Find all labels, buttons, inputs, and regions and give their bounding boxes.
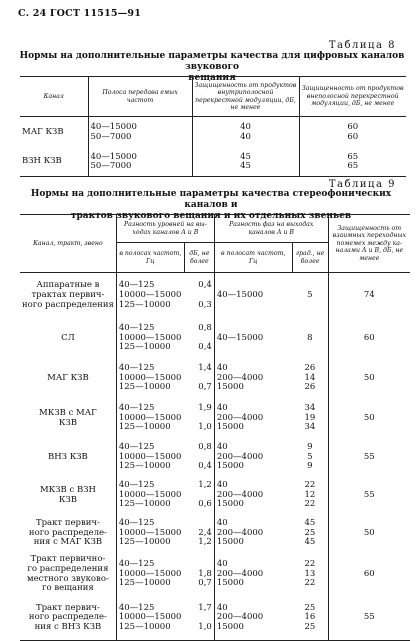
- t9-row-bands2: 40—15000: [214, 319, 292, 359]
- t9-row-bands1: 40—125 10000—15000 125—10000: [116, 399, 184, 439]
- t9-row-db: 2,4 1,2: [198, 527, 212, 548]
- t9-row-bands2: 40 200—4000 15000: [214, 359, 292, 399]
- table-row: [20, 439, 410, 477]
- t9-sub-band2: в полосат частот, Гц: [214, 243, 292, 273]
- table-row: [20, 359, 410, 399]
- t9-row-deg: 34 19 34: [304, 403, 316, 433]
- table9: [20, 214, 410, 641]
- t8-bands: 40—15000 50—7000: [88, 117, 192, 149]
- table9-title-line2: трактов звукового вещания и их отдельных звеньев: [70, 211, 352, 221]
- t9-row-deg: 5: [307, 289, 313, 300]
- table-row: [20, 117, 406, 149]
- table-row: [20, 149, 406, 177]
- t9-row-protection: 60: [328, 319, 410, 359]
- t9-row-bands1: 40—125 10000—15000 125—10000: [116, 515, 184, 553]
- t8-inband: 40 40: [192, 117, 299, 149]
- t9-row-protection: 55: [328, 439, 410, 477]
- table9-title-line1: Нормы на дополнительные параметры качества стереофонических каналов и: [30, 189, 392, 210]
- t9-row-bands1: 40—125 10000—15000 125—10000: [116, 439, 184, 477]
- t9-row-protection: 55: [328, 597, 410, 641]
- table-row: [20, 477, 410, 515]
- t9-row-bands2: 40 200—4000 15000: [214, 553, 292, 597]
- t8-inband: 45 45: [192, 149, 299, 177]
- table-row: [20, 553, 410, 597]
- t9-sub-band1: в полосах частот, Гц: [116, 243, 184, 273]
- t9-group-phase: Разность фаз на выходах каналов А и В: [214, 215, 328, 243]
- t9-row-db: 1,4 0,7: [198, 363, 212, 393]
- t9-row-bands1: 40—125 10000—15000 125—10000: [116, 477, 184, 515]
- page-header: С. 24 ГОСТ 11515—91: [18, 8, 142, 19]
- t9-row-db: 0,8 0,4: [198, 442, 212, 472]
- t9-row-bands1: 40—125 10000—15000 125—10000: [116, 553, 184, 597]
- table8-title-line2: вещания: [188, 73, 236, 83]
- table-row: [20, 597, 410, 641]
- t9-row-deg: 45 25 45: [304, 518, 316, 548]
- table8-label: Таблица 8: [328, 40, 396, 51]
- t8-col-inband: Защищенность от продуктов внутриполосной перекрестной модуляции, дБ, не менее: [192, 77, 299, 117]
- t9-row-db: 1,7 1,0: [198, 602, 212, 633]
- table-row: [20, 515, 410, 553]
- t9-row-bands1: 40—125 10000—15000 125—10000: [116, 597, 184, 641]
- t9-row-name: МАГ КЗВ: [47, 372, 89, 383]
- t9-row-db: 0,4 0,3: [198, 280, 212, 310]
- t9-row-protection: 50: [328, 399, 410, 439]
- t9-col-channel: Канал, тракт, звено: [33, 239, 103, 247]
- t9-row-name: ВНЗ КЗВ: [48, 451, 88, 462]
- t9-sub-deg: град., не более: [292, 243, 328, 273]
- t9-group-level: Разность уровней на выходах каналов А и В: [116, 215, 214, 243]
- t8-channel: МАГ КЗВ: [22, 126, 64, 137]
- t9-row-db: 0,8 0,4: [198, 323, 212, 353]
- table-row: [20, 273, 410, 319]
- t9-row-name: СЛ: [61, 332, 75, 343]
- t9-row-bands2: 40 200—4000 15000: [214, 597, 292, 641]
- t9-row-deg: 26 14 26: [304, 363, 316, 393]
- t9-row-deg: 25 16 25: [304, 602, 316, 633]
- t9-row-protection: 55: [328, 477, 410, 515]
- t8-col-band: Полоса передава емых частот: [88, 77, 192, 117]
- t9-row-name: Тракт первично- го распределения местного звуково- го вещания: [27, 554, 109, 594]
- t9-row-bands1: 40—125 10000—15000 125—10000: [116, 359, 184, 399]
- table8: [20, 76, 406, 177]
- t8-col-channel: Канал: [43, 92, 64, 100]
- t9-row-name: МКЗВ с МАГ КЗВ: [39, 407, 97, 428]
- t9-col-protection: Защищенность от взаимных переходных помемех между каналами А и В, дБ, не менее: [328, 215, 410, 273]
- t9-row-deg: 22 13 22: [304, 559, 316, 589]
- t9-row-db: 1,2 0,6: [198, 480, 212, 510]
- table8-title-line1: Нормы на дополнительные параметры качества для цифровых каналов звукового: [19, 51, 405, 72]
- t9-row-name: Тракт первич- ного распределе- ния с МАГ КЗВ: [28, 518, 107, 548]
- t9-row-protection: 74: [328, 273, 410, 319]
- t9-row-name: Аппаратные в трактах первич- ного распределения: [22, 280, 114, 310]
- t9-row-bands1: 40—125 10000—15000 125—10000: [116, 319, 184, 359]
- table-row: [20, 399, 410, 439]
- t9-row-name: МКЗВ с ВЗН КЗВ: [39, 484, 96, 505]
- t9-row-bands2: 40—15000: [214, 273, 292, 319]
- table-row: [20, 319, 410, 359]
- t9-row-deg: 8: [307, 332, 313, 343]
- t8-channel: ВЗН КЗВ: [22, 156, 62, 167]
- table9-label: Таблица 9: [328, 179, 396, 190]
- t9-row-db: 1,8 0,7: [198, 568, 212, 589]
- t9-row-protection: 50: [328, 359, 410, 399]
- t9-row-bands2: 40 200—4000 15000: [214, 477, 292, 515]
- t8-outband: 65 65: [299, 149, 406, 177]
- t9-row-bands2: 40 200—4000 15000: [214, 515, 292, 553]
- t9-row-name: Тракт первич- ного распределе- ния с ВНЗ КЗВ: [28, 602, 107, 633]
- t9-row-bands2: 40 200—4000 15000: [214, 399, 292, 439]
- t9-row-bands2: 40 200—4000 15000: [214, 439, 292, 477]
- t8-outband: 60 60: [299, 117, 406, 149]
- t9-row-bands1: 40—125 10000—15000 125—10000: [116, 273, 184, 319]
- t9-row-protection: 50: [328, 515, 410, 553]
- t8-col-outband: Защищенность от продуктов внеполосной перекрестной модуляции, дБ, не менее: [299, 77, 406, 117]
- t8-bands: 40—15000 50—7000: [88, 149, 192, 177]
- t9-row-db: 1,9 1,0: [198, 403, 212, 433]
- t9-row-deg: 22 12 22: [304, 480, 316, 510]
- t9-sub-db: дБ, не более: [184, 243, 214, 273]
- t9-row-protection: 60: [328, 553, 410, 597]
- t9-row-deg: 9 5 9: [307, 442, 313, 472]
